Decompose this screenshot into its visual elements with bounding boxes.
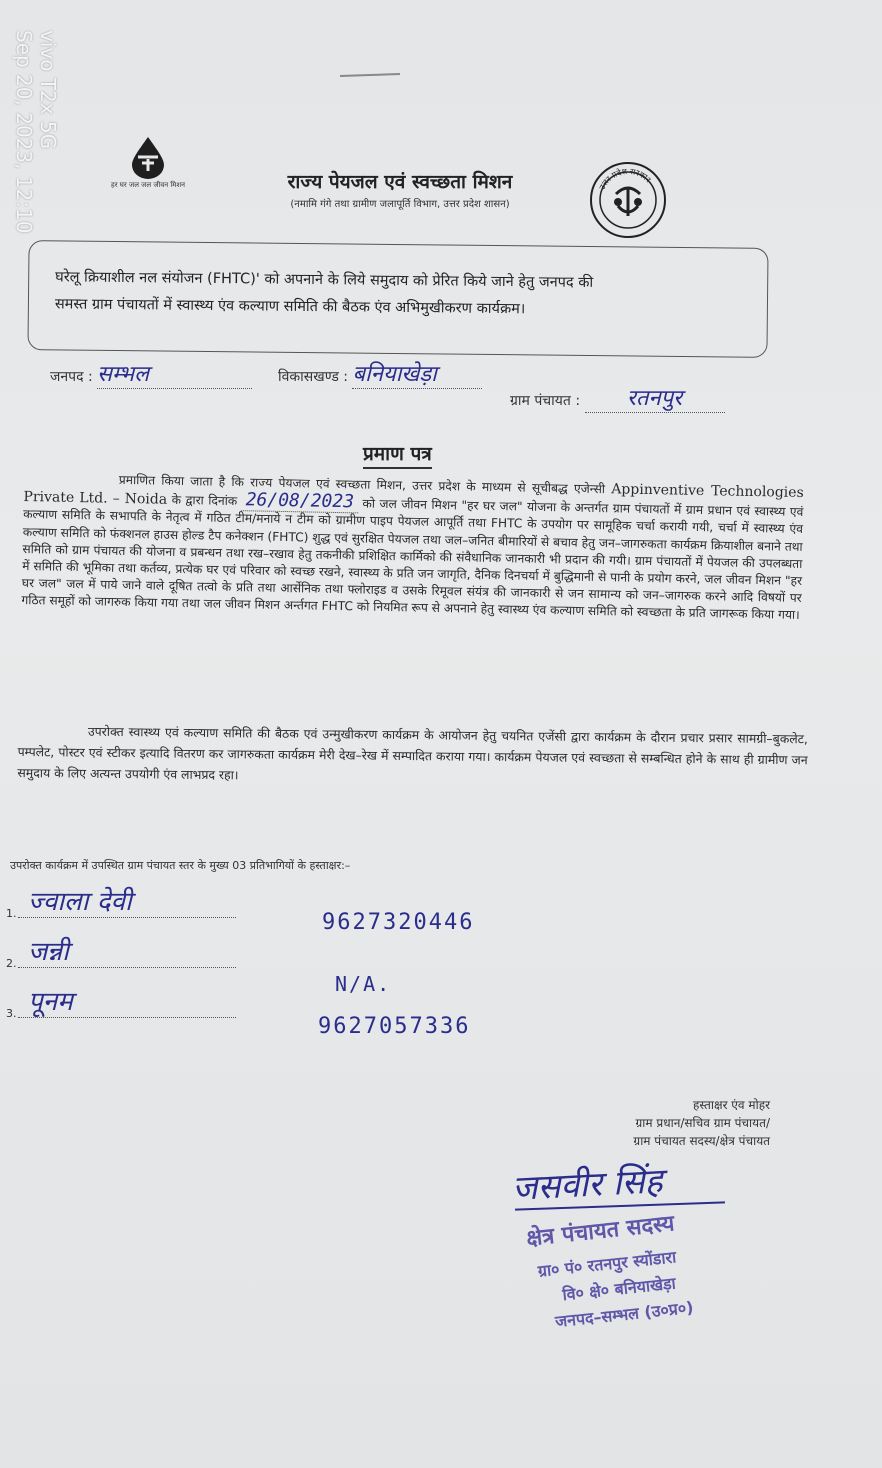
participants-intro: उपरोक्त कार्यक्रम में उपस्थित ग्राम पंचायत स्तर के मुख्य 03 प्रतिभागियों के हस्ताक्षर:– — [10, 859, 351, 872]
signoff-line-3: ग्राम पंचायत सदस्य/क्षेत्र पंचायत — [633, 1134, 770, 1148]
participant-number: 2. — [6, 957, 17, 970]
participant-row-3 — [6, 987, 236, 1024]
participant-signature: जन्नी — [28, 937, 69, 967]
block-value: बनियाखेड़ा — [352, 362, 437, 387]
certificate-paragraph-1 — [21, 470, 804, 625]
participant-signature: पूनम — [28, 987, 73, 1017]
district-label: जनपद : — [50, 369, 93, 385]
certificate-title: प्रमाण पत्र — [363, 440, 432, 469]
panchayat-field — [510, 382, 725, 413]
participant-number: 1. — [6, 907, 17, 920]
signoff-labels — [550, 1096, 770, 1150]
paper-crease — [340, 73, 400, 77]
stamp-line-1: क्षेत्र पंचायत सदस्य — [525, 1211, 676, 1252]
up-govt-emblem — [588, 160, 668, 240]
participant-number: 3. — [6, 1007, 17, 1020]
stamp-line-3: वि० क्षे० बनियाखेड़ा — [561, 1273, 677, 1305]
subject-banner-text — [55, 264, 756, 325]
participant-signature: ज्वाला देवी — [28, 887, 132, 917]
watermark-timestamp: Sep 20, 2023, 12:10 — [12, 30, 36, 234]
event-date: 26/08/2023 — [241, 489, 358, 513]
signoff-line-1: हस्ताक्षर एंव मोहर — [692, 1098, 770, 1112]
participant-phone: 9627057336 — [318, 1014, 471, 1039]
panchayat-value: रतनपुर — [626, 386, 683, 411]
water-drop-icon — [128, 135, 168, 179]
district-field — [50, 358, 252, 389]
mission-title: राज्य पेयजल एवं स्वच्छता मिशन — [287, 171, 513, 193]
banner-line-2: समस्त ग्राम पंचायतों में स्वास्थ्य एंव कल्याण समिति की बैठक एंव अभिमुखीकरण कार्यक्रम। — [54, 296, 526, 318]
svg-text:उत्तर प्रदेश सरकार: उत्तर प्रदेश सरकार — [597, 166, 653, 192]
participant-phone: N/A. — [335, 972, 392, 996]
logo-left-caption: हर घर जल जल जीवन मिशन — [110, 181, 185, 189]
participant-row-2 — [6, 937, 236, 974]
agency-name: Appinventive Technologies Private Ltd. – Noida — [23, 481, 804, 508]
para1-part-b: के द्वारा दिनांक — [171, 493, 238, 509]
emblem-seal-icon — [588, 160, 668, 240]
district-value: सम्भल — [97, 362, 150, 387]
signoff-line-2: ग्राम प्रधान/सचिव ग्राम पंचायत/ — [635, 1116, 770, 1130]
stamp-line-4: जनपद–सम्भल (उ०प्र०) — [554, 1297, 695, 1332]
mission-subtitle: (नमामि गंगे तथा ग्रामीण जलापूर्ति विभाग, उत्तर प्रदेश शासन) — [290, 199, 510, 210]
stamp-line-2: ग्रा० पं० रतनपुर स्योंडारा — [536, 1247, 677, 1281]
para2-text: उपरोक्त स्वास्थ्य एवं कल्याण समिति की बैठक एवं उन्मुखीकरण कार्यक्रम के आयोजन हेतु चयनित एजेंसी द्वारा कार्यक्रम के दौरान प्रचार प्रसार सामग्री–बुकलेट, पम्पलेट, पोस्टर एवं स्टीकर इत्यादि वितरण कर जागरुकता कार्यक्रम मेरी देख–रेख में सम्पादित कराया गया। कार्यक्रम पेयजल एवं स्वच्छता से सम्बन्धित होने के साथ ही ग्रामीण जन समुदाय के लिए अत्यन्त उपयोगी एंव लाभप्रद रहा। — [17, 723, 808, 783]
panchayat-label: ग्राम पंचायत : — [510, 393, 581, 409]
para1-part-c: को जल जीवन मिशन "हर घर जल" योजना के अन्तर्गत ग्राम पंचायतों में ग्राम प्रधान एवं स्वास्थ्य एवं कल्याण समिति के सभापति के नेतृत्व में गठित टीम/मनाये न टीम को ग्रामीण पाइप पेयजल आपूर्ति तथा FHTC के उपयोग पर सामूहिक चर्चा करायी गयी, चर्चा में स्वास्थ्य एंव कल्याण समिति को फंक्शनल हाउस होल्ड टैप कनेक्शन (FHTC) शुद्ध एवं सुरक्षित पेयजल तथा जल–जनित बीमारियों से बचाव हेतु जन–जागरुकता कार्यक्रम क्रियाशील बनाने तथा समिति को ग्राम पंचायत की योजना व प्रबन्धन तथा रख–रखाव हेतु तकनीकी प्रशिक्षित कार्मिको की संवैधानिक जानकारी भी प्रदान की गयी। ग्राम पंचायतों में पेयजल की उपलब्धता में समिति की भूमिका तथा कर्तव्य, प्रत्येक घर एवं परिवार को स्वच्छ रखने, स्वास्थ्य के प्रति जन जागृति, दैनिक दिनचर्या में बुद्धिमानी से पानी के प्रयोग करने, जल जीवन मिशन "हर घर जल" जल में पाये जाने वाले दूषित तत्वो के प्रति तथा आर्सेनिक तथा फ्लोराइड व उसके रिमूवल संयंत्र की जानकारी से जन सामान्य को जन–जागरुक करने आदि विषयों पर गठित समूहों को जागरुक किया गया तथा जल जीवन मिशन अर्न्तगत FHTC को नियमित रूप से अपनाने हेतु स्वास्थ्य एंव कल्याण समिति को स्वच्छता के प्रति जागरूक किया गया। — [21, 496, 804, 623]
block-field — [278, 358, 482, 389]
officer-signature: जसवीर सिंह — [511, 1161, 664, 1209]
certificate-paragraph-2 — [17, 720, 808, 791]
participant-row-1 — [6, 887, 236, 924]
official-stamp — [525, 1198, 775, 1334]
har-ghar-jal-logo — [108, 135, 188, 215]
location-fields — [50, 358, 770, 411]
watermark-device: vivo T2x 5G — [36, 30, 60, 150]
para1-part-a: प्रमाणित किया जाता है कि राज्य पेयजल एवं स्वच्छता मिशन, उत्तर प्रदेश के माध्यम से सूचीबद्ध एजेन्सी — [118, 472, 606, 497]
participant-phone: 9627320446 — [322, 910, 475, 935]
banner-line-1: घरेलू क्रियाशील नल संयोजन (FHTC)' को अपनाने के लिये समुदाय को प्रेरित किये जाने हेतु जनपद की — [55, 269, 594, 291]
block-label: विकासखण्ड : — [278, 369, 349, 385]
